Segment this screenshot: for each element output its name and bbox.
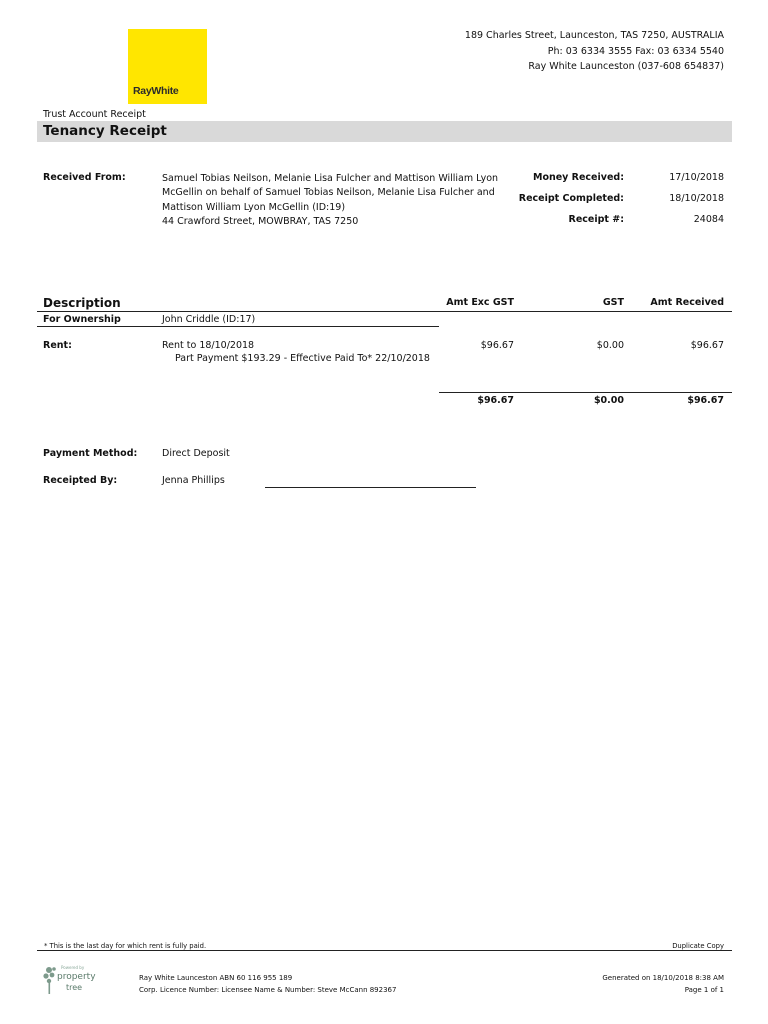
agency-address [465,28,724,75]
total-amt-exc-gst: $96.67 [477,395,514,406]
received-from-label: Received From: [43,172,126,183]
total-amt-received: $96.67 [687,395,724,406]
tenant-address: 44 Crawford Street, MOWBRAY, TAS 7250 [162,215,359,227]
rent-line-2: Part Payment $193.29 - Effective Paid To* 22/10/2018 [175,353,430,364]
receipted-by-value: Jenna Phillips [162,475,225,486]
receipt-number-value: 24084 [693,214,724,225]
header-divider [37,311,732,312]
payment-method-value: Direct Deposit [162,448,230,459]
receipted-by-label: Receipted By: [43,475,118,486]
property-tree-text: property [57,972,96,982]
col-amt-received: Amt Received [650,297,724,308]
ownership-value: John Criddle (ID:17) [162,314,256,325]
footer-licence: Corp. Licence Number: Licensee Name & Number: Steve McCann 892367 [139,986,397,994]
rent-gst: $0.00 [596,340,624,351]
received-from-line: Mattison William Lyon McGellin (ID:19) [162,201,346,213]
col-gst: GST [602,297,624,308]
rent-amt-exc-gst: $96.67 [480,340,514,351]
footnote: * This is the last day for which rent is fully paid. [44,942,207,950]
document-type: Trust Account Receipt [43,109,146,120]
property-tree-logo [40,960,96,998]
rent-amt-received: $96.67 [690,340,724,351]
footer-divider [37,950,732,951]
agency-name-line: Ray White Launceston (037-608 654837) [528,61,724,72]
rent-label: Rent: [43,340,72,351]
ownership-divider [37,326,439,327]
receipt-completed-label: Receipt Completed: [518,193,624,204]
duplicate-copy-label: Duplicate Copy [672,942,724,950]
logo-text: RayWhite [133,85,179,97]
description-header: Description [43,296,121,310]
receipt-number-label: Receipt #: [568,214,624,225]
totals-divider [439,392,732,393]
received-from-line: Samuel Tobias Neilson, Melanie Lisa Fulcher and Mattison William Lyon [162,173,499,184]
ray-white-logo [128,29,207,104]
property-tree-text-2: tree [66,983,83,992]
money-received-value: 17/10/2018 [669,172,724,183]
page-title: Tenancy Receipt [43,123,167,139]
footer-abn: Ray White Launceston ABN 60 116 955 189 [139,974,293,982]
signature-line [265,487,476,488]
footer-generated-info [602,972,724,996]
generated-on: Generated on 18/10/2018 8:38 AM [602,974,724,982]
total-gst: $0.00 [593,395,624,406]
address-line: 189 Charles Street, Launceston, TAS 7250, AUSTRALIA [464,30,724,41]
payment-method-label: Payment Method: [43,448,138,459]
page-number: Page 1 of 1 [684,986,724,994]
footer-agency-info [139,972,396,996]
ownership-label: For Ownership [43,314,121,325]
col-amt-exc-gst: Amt Exc GST [446,297,514,308]
money-received-label: Money Received: [532,172,624,183]
phone-line: Ph: 03 6334 3555 Fax: 03 6334 5540 [547,45,724,57]
rent-line-1: Rent to 18/10/2018 [162,340,255,351]
received-from-line: McGellin on behalf of Samuel Tobias Neilson, Melanie Lisa Fulcher and [162,187,495,199]
received-from-block [162,172,498,229]
title-banner [37,121,732,142]
receipt-completed-value: 18/10/2018 [669,193,724,204]
powered-by-text: Powered by [61,965,85,970]
